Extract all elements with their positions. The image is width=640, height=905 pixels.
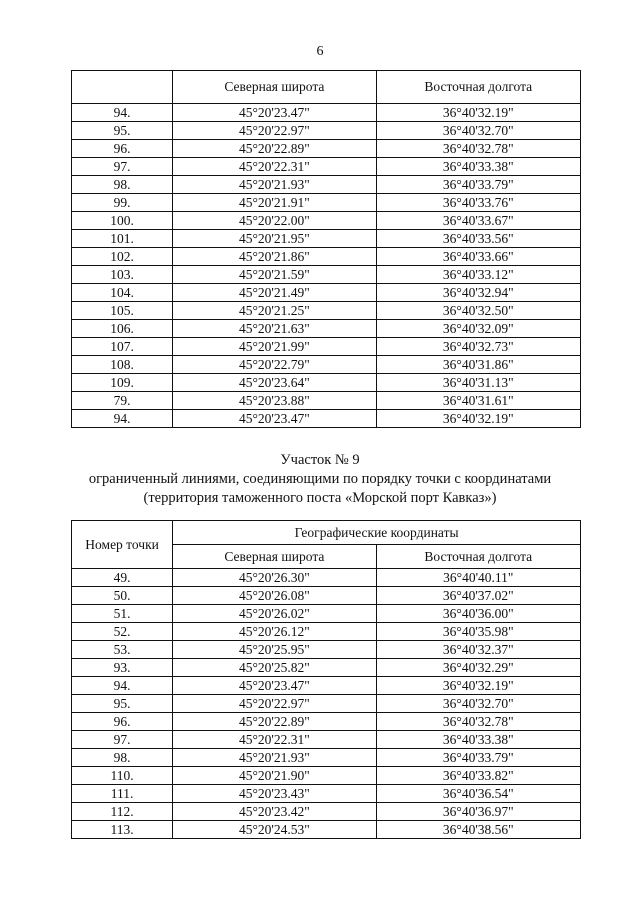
point-number-cell: 96. [72,713,173,731]
latitude-cell: 45°20'22.97" [173,122,376,140]
point-number-cell: 97. [72,158,173,176]
latitude-cell: 45°20'21.86" [173,248,376,266]
longitude-cell: 36°40'33.76" [376,194,580,212]
point-number-cell: 101. [72,230,173,248]
table-row [72,695,581,713]
table-row [72,677,581,695]
latitude-cell: 45°20'21.49" [173,284,376,302]
latitude-cell: 45°20'22.89" [173,713,376,731]
latitude-cell: 45°20'23.42" [173,803,376,821]
table-row [72,302,581,320]
table-header-row [72,71,581,104]
header-longitude: Восточная долгота [376,545,580,569]
table-row [72,803,581,821]
point-number-cell: 94. [72,104,173,122]
latitude-cell: 45°20'23.43" [173,785,376,803]
table-row [72,605,581,623]
header-geographic-coordinates: Географические координаты [173,521,581,545]
table-row [72,284,581,302]
point-number-cell: 93. [72,659,173,677]
longitude-cell: 36°40'32.19" [376,410,580,428]
point-number-cell: 98. [72,176,173,194]
table-row [72,158,581,176]
longitude-cell: 36°40'33.66" [376,248,580,266]
table-row [72,623,581,641]
header-latitude: Северная широта [173,71,376,104]
latitude-cell: 45°20'23.88" [173,392,376,410]
latitude-cell: 45°20'23.47" [173,677,376,695]
longitude-cell: 36°40'32.70" [376,695,580,713]
point-number-cell: 96. [72,140,173,158]
latitude-cell: 45°20'21.59" [173,266,376,284]
table-row [72,785,581,803]
longitude-cell: 36°40'32.19" [376,104,580,122]
longitude-cell: 36°40'32.94" [376,284,580,302]
point-number-cell: 94. [72,410,173,428]
longitude-cell: 36°40'32.29" [376,659,580,677]
point-number-cell: 110. [72,767,173,785]
longitude-cell: 36°40'36.97" [376,803,580,821]
table-row [72,320,581,338]
table-row [72,266,581,284]
table-row [72,410,581,428]
longitude-cell: 36°40'31.13" [376,374,580,392]
point-number-cell: 99. [72,194,173,212]
latitude-cell: 45°20'22.31" [173,731,376,749]
latitude-cell: 45°20'23.47" [173,410,376,428]
longitude-cell: 36°40'33.56" [376,230,580,248]
table-row [72,641,581,659]
latitude-cell: 45°20'22.89" [173,140,376,158]
longitude-cell: 36°40'36.54" [376,785,580,803]
point-number-cell: 113. [72,821,173,839]
table-row [72,122,581,140]
longitude-cell: 36°40'36.00" [376,605,580,623]
longitude-cell: 36°40'32.19" [376,677,580,695]
latitude-cell: 45°20'21.99" [173,338,376,356]
latitude-cell: 45°20'26.08" [173,587,376,605]
longitude-cell: 36°40'32.09" [376,320,580,338]
longitude-cell: 36°40'31.86" [376,356,580,374]
table-row [72,374,581,392]
longitude-cell: 36°40'40.11" [376,569,580,587]
header-latitude: Северная широта [173,545,376,569]
latitude-cell: 45°20'22.00" [173,212,376,230]
longitude-cell: 36°40'33.67" [376,212,580,230]
longitude-cell: 36°40'33.79" [376,176,580,194]
longitude-cell: 36°40'32.70" [376,122,580,140]
latitude-cell: 45°20'22.97" [173,695,376,713]
latitude-cell: 45°20'26.12" [173,623,376,641]
latitude-cell: 45°20'26.30" [173,569,376,587]
table-row [72,230,581,248]
longitude-cell: 36°40'33.38" [376,731,580,749]
header-point-number: Номер точки [72,521,173,569]
latitude-cell: 45°20'21.63" [173,320,376,338]
table-row [72,356,581,374]
longitude-cell: 36°40'33.79" [376,749,580,767]
table-header-row [72,521,581,545]
point-number-cell: 51. [72,605,173,623]
longitude-cell: 36°40'32.37" [376,641,580,659]
table-row [72,338,581,356]
latitude-cell: 45°20'26.02" [173,605,376,623]
latitude-cell: 45°20'21.93" [173,749,376,767]
longitude-cell: 36°40'33.38" [376,158,580,176]
point-number-cell: 52. [72,623,173,641]
table-row [72,821,581,839]
section-description-line2: (территория таможенного поста «Морской порт Кавказ») [143,490,497,506]
point-number-cell: 103. [72,266,173,284]
longitude-cell: 36°40'31.61" [376,392,580,410]
section-description-line1: ограниченный линиями, соединяющими по порядку точки с координатами [88,471,552,487]
table-row [72,713,581,731]
point-number-cell: 112. [72,803,173,821]
table-row [72,731,581,749]
latitude-cell: 45°20'23.64" [173,374,376,392]
table-row [72,659,581,677]
longitude-cell: 36°40'38.56" [376,821,580,839]
point-number-cell: 98. [72,749,173,767]
latitude-cell: 45°20'25.82" [173,659,376,677]
coordinates-table-continued [71,70,581,428]
header-number [72,71,173,104]
longitude-cell: 36°40'33.82" [376,767,580,785]
point-number-cell: 108. [72,356,173,374]
latitude-cell: 45°20'21.95" [173,230,376,248]
point-number-cell: 79. [72,392,173,410]
table-row [72,212,581,230]
table-row [72,248,581,266]
latitude-cell: 45°20'22.79" [173,356,376,374]
latitude-cell: 45°20'25.95" [173,641,376,659]
point-number-cell: 106. [72,320,173,338]
section-title: Участок № 9 [280,452,360,468]
longitude-cell: 36°40'32.73" [376,338,580,356]
point-number-cell: 105. [72,302,173,320]
longitude-cell: 36°40'37.02" [376,587,580,605]
longitude-cell: 36°40'32.50" [376,302,580,320]
latitude-cell: 45°20'21.90" [173,767,376,785]
page-number: 6 [316,44,324,59]
latitude-cell: 45°20'22.31" [173,158,376,176]
point-number-cell: 109. [72,374,173,392]
point-number-cell: 95. [72,122,173,140]
table-row [72,194,581,212]
table-row [72,176,581,194]
table-row [72,569,581,587]
longitude-cell: 36°40'32.78" [376,140,580,158]
point-number-cell: 104. [72,284,173,302]
latitude-cell: 45°20'21.91" [173,194,376,212]
table-row [72,140,581,158]
coordinates-table-section-9 [71,520,581,839]
point-number-cell: 94. [72,677,173,695]
table-row [72,767,581,785]
latitude-cell: 45°20'23.47" [173,104,376,122]
point-number-cell: 50. [72,587,173,605]
point-number-cell: 100. [72,212,173,230]
table-row [72,587,581,605]
longitude-cell: 36°40'33.12" [376,266,580,284]
latitude-cell: 45°20'24.53" [173,821,376,839]
point-number-cell: 53. [72,641,173,659]
latitude-cell: 45°20'21.25" [173,302,376,320]
latitude-cell: 45°20'21.93" [173,176,376,194]
point-number-cell: 111. [72,785,173,803]
table-row [72,104,581,122]
longitude-cell: 36°40'32.78" [376,713,580,731]
point-number-cell: 97. [72,731,173,749]
point-number-cell: 102. [72,248,173,266]
table-row [72,392,581,410]
point-number-cell: 49. [72,569,173,587]
header-longitude: Восточная долгота [376,71,580,104]
longitude-cell: 36°40'35.98" [376,623,580,641]
point-number-cell: 107. [72,338,173,356]
point-number-cell: 95. [72,695,173,713]
table-row [72,749,581,767]
